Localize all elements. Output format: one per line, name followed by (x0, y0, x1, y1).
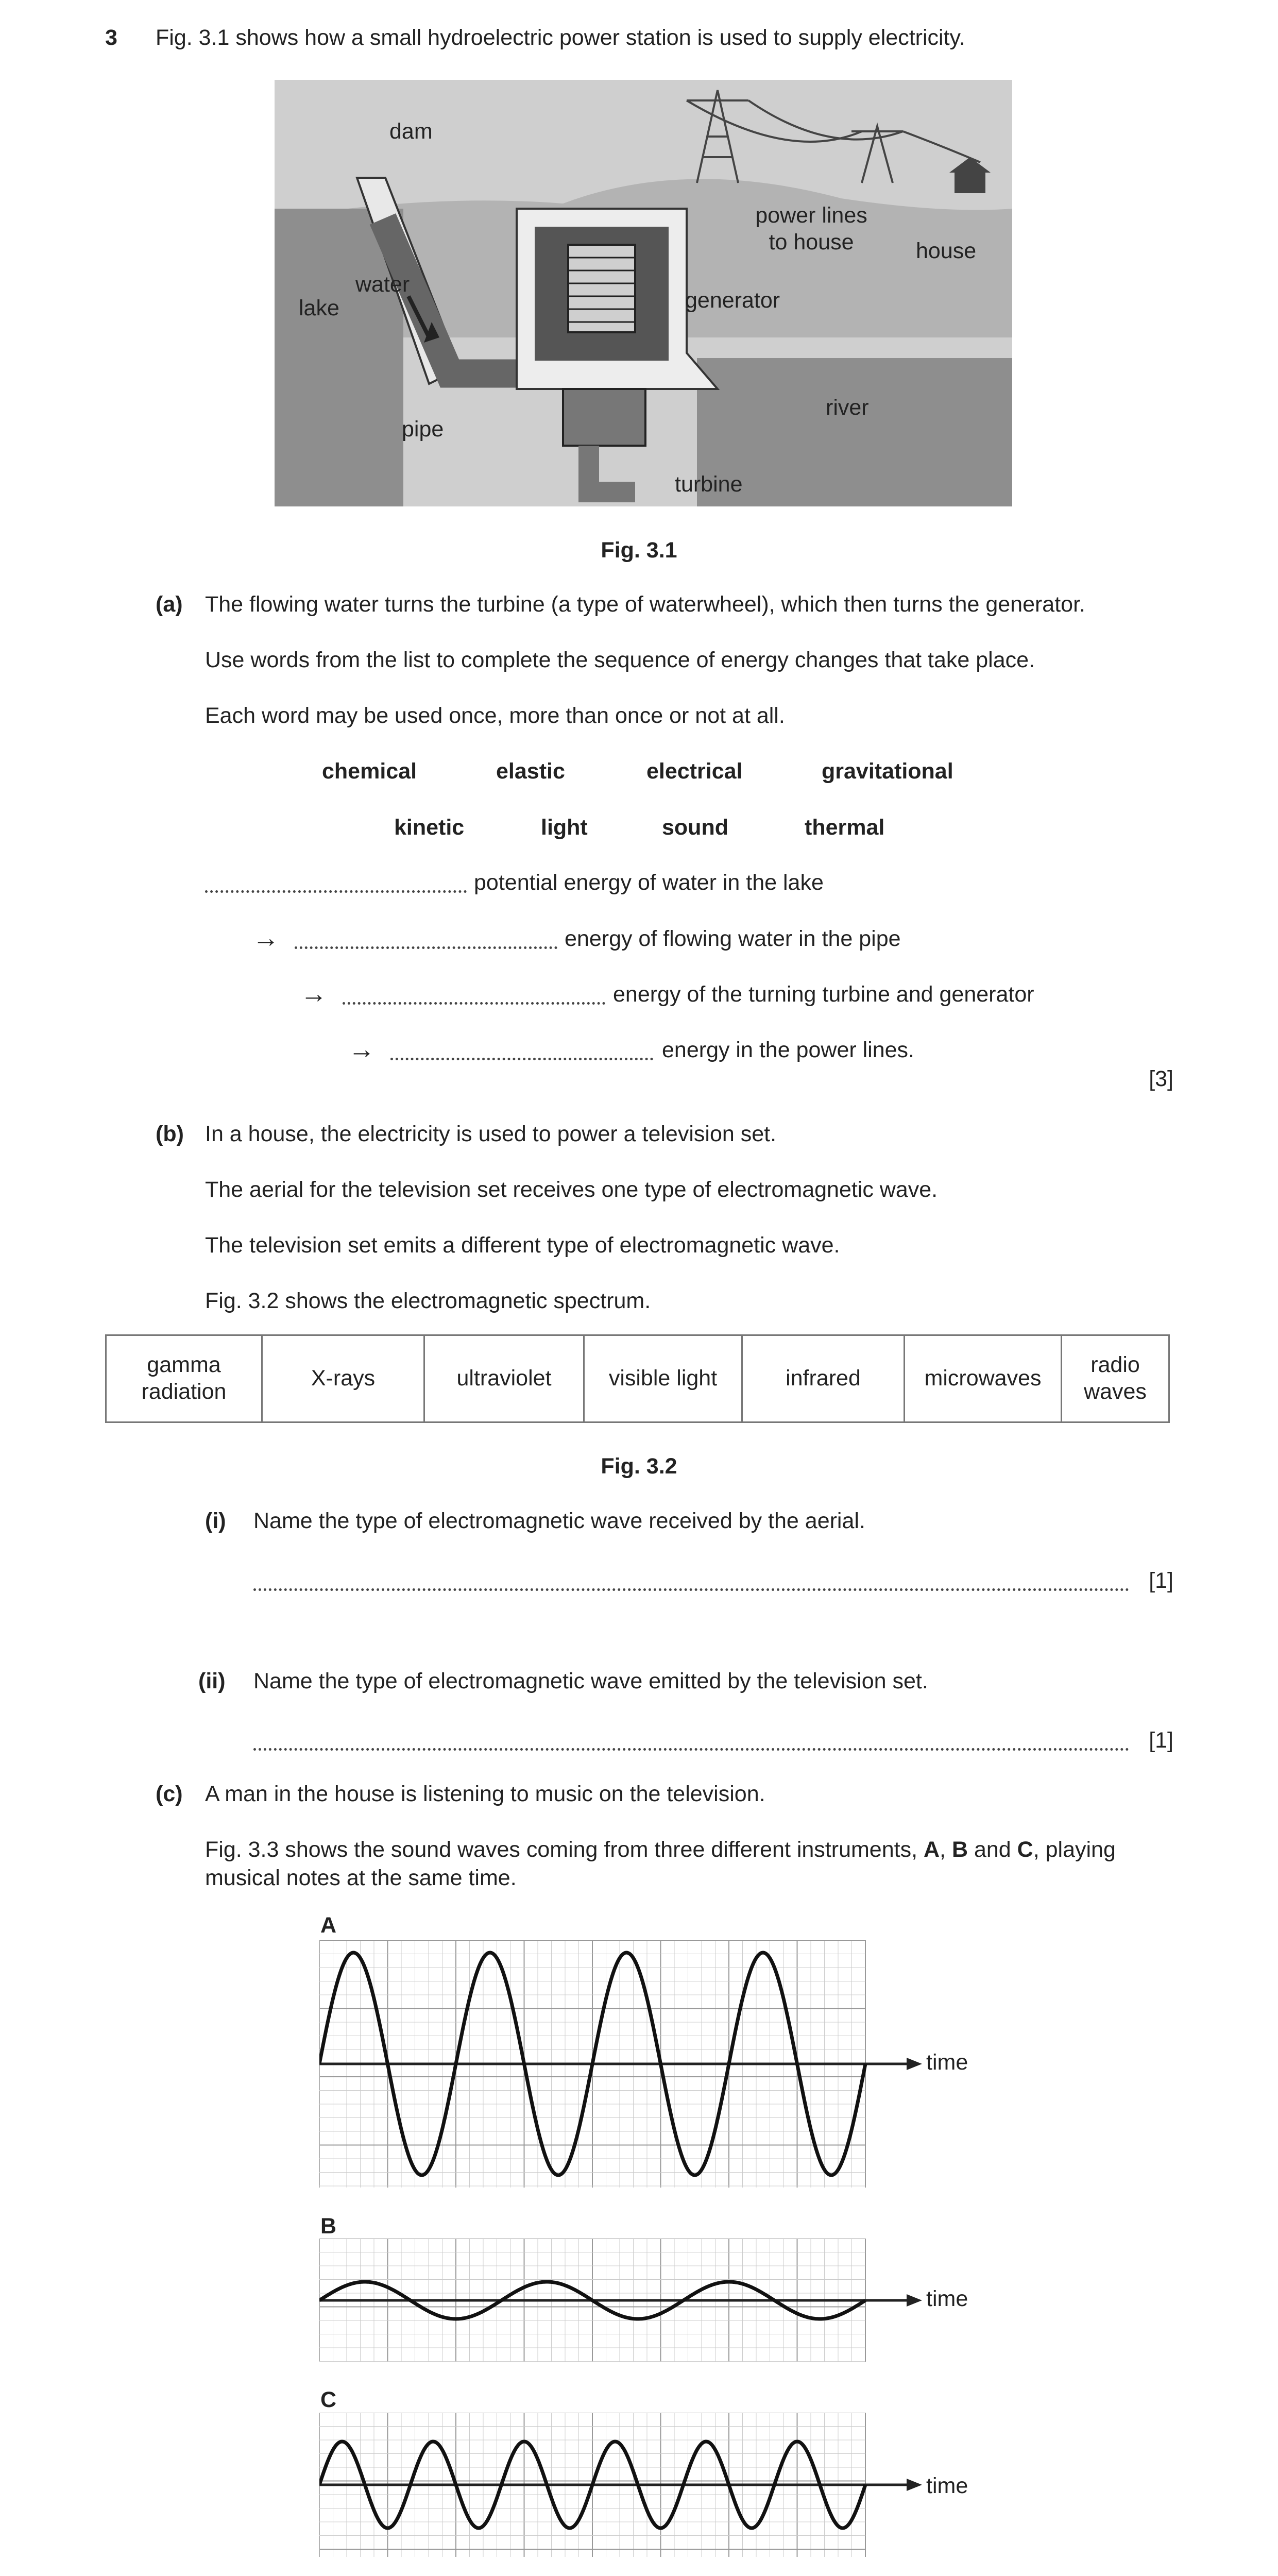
word-gravitational: gravitational (822, 759, 953, 784)
part-c-line2a: Fig. 3.3 shows the sound waves coming from three different instruments, (205, 1837, 924, 1862)
arrow-2: → (300, 979, 327, 1009)
answer-line-a4[interactable] (390, 1058, 653, 1060)
intro-text: Fig. 3.1 shows how a small hydroelectric power station is used to supply electricity. (156, 25, 965, 50)
label-generator: generator (685, 288, 780, 313)
word-sound: sound (662, 815, 728, 840)
label-power-lines (737, 202, 886, 256)
fig31-caption: Fig. 3.1 (601, 538, 677, 563)
label-power-lines-1: power lines (755, 203, 867, 228)
wave-b-graph (319, 2239, 922, 2362)
answer-line-b-ii[interactable] (253, 1748, 1129, 1751)
part-a-marks: [3] (1149, 1066, 1173, 1091)
spectrum-visible-light: visible light (584, 1335, 742, 1422)
part-b-line4: Fig. 3.2 shows the electromagnetic spectrum. (205, 1289, 651, 1313)
answer-line-a3[interactable] (343, 1002, 605, 1005)
fig32-caption: Fig. 3.2 (601, 1454, 677, 1479)
word-electrical: electrical (646, 759, 743, 784)
part-b-i-marks: [1] (1149, 1568, 1173, 1593)
arrow-3: → (348, 1035, 375, 1064)
part-c-line2 (205, 1837, 1116, 1863)
spectrum-gamma (106, 1335, 262, 1422)
answer-line-a2[interactable] (295, 946, 557, 949)
sep-1: , (940, 1837, 952, 1862)
part-c-line3: musical notes at the same time. (205, 1866, 517, 1890)
seq4-text: energy in the power lines. (662, 1038, 915, 1062)
spectrum-microwaves: microwaves (905, 1335, 1062, 1422)
seq3-text: energy of the turning turbine and generator (613, 982, 1034, 1007)
part-b-i-label: (i) (205, 1509, 226, 1533)
part-b-line1: In a house, the electricity is used to power a television set. (205, 1122, 777, 1146)
part-b-label: (b) (156, 1122, 184, 1146)
part-a-line2: Use words from the list to complete the sequence of energy changes that take place. (205, 648, 1035, 672)
part-a-line1: The flowing water turns the turbine (a type of waterwheel), which then turns the generator. (205, 592, 1085, 617)
word-chemical: chemical (322, 759, 417, 784)
sep-and: and (968, 1837, 1017, 1862)
part-b-ii-label: (ii) (198, 1669, 226, 1693)
part-b-ii-marks: [1] (1149, 1728, 1173, 1753)
part-b-i-text: Name the type of electromagnetic wave received by the aerial. (253, 1509, 865, 1533)
word-thermal: thermal (805, 815, 885, 840)
part-a-line3: Each word may be used once, more than once or not at all. (205, 703, 785, 728)
wave-b-time: time (926, 2286, 968, 2311)
spectrum-xrays: X-rays (262, 1335, 424, 1422)
wave-c-graph (319, 2413, 922, 2557)
wave-a-time: time (926, 2050, 968, 2075)
label-lake: lake (299, 296, 339, 320)
part-c-line2b: , playing (1033, 1837, 1116, 1862)
question-number: 3 (105, 25, 117, 50)
word-elastic: elastic (496, 759, 565, 784)
spectrum-gamma-line2: radiation (141, 1379, 227, 1404)
em-spectrum-table (105, 1334, 1170, 1423)
seq2-text: energy of flowing water in the pipe (565, 926, 901, 951)
label-turbine: turbine (675, 472, 743, 497)
spectrum-infrared: infrared (742, 1335, 905, 1422)
part-b-line2: The aerial for the television set receives one type of electromagnetic wave. (205, 1177, 938, 1202)
wave-c-label: C (320, 2387, 337, 2412)
wave-b-axis-arrow (907, 2294, 922, 2307)
wave-b-label: B (320, 2214, 337, 2239)
part-b-ii-text: Name the type of electromagnetic wave emitted by the television set. (253, 1669, 928, 1693)
arrow-1: → (252, 923, 279, 953)
label-dam: dam (389, 119, 433, 144)
answer-line-b-i[interactable] (253, 1588, 1129, 1591)
spectrum-ultraviolet: ultraviolet (424, 1335, 584, 1422)
wave-c-time: time (926, 2473, 968, 2498)
ref-c: C (1017, 1837, 1033, 1862)
part-a-label: (a) (156, 592, 183, 617)
word-kinetic: kinetic (394, 815, 465, 840)
ref-b: B (951, 1837, 968, 1862)
answer-line-a1[interactable] (205, 890, 467, 893)
label-river: river (826, 395, 869, 420)
label-water: water (355, 272, 410, 297)
wave-a-graph (319, 1940, 922, 2188)
ref-a: A (923, 1837, 940, 1862)
part-b-line3: The television set emits a different type of electromagnetic wave. (205, 1233, 840, 1258)
label-pipe: pipe (402, 417, 444, 442)
spectrum-radio-waves: radio waves (1062, 1335, 1169, 1422)
wave-a-axis-arrow (907, 2058, 922, 2070)
spectrum-gamma-line1: gamma (147, 1352, 221, 1378)
wave-c-axis-arrow (907, 2479, 922, 2491)
word-light: light (541, 815, 588, 840)
label-house: house (916, 239, 977, 263)
part-c-line1: A man in the house is listening to music on the television. (205, 1782, 765, 1806)
part-c-label: (c) (156, 1782, 183, 1806)
seq1-text: potential energy of water in the lake (474, 870, 824, 895)
label-power-lines-2: to house (769, 229, 854, 255)
wave-a-label: A (320, 1913, 337, 1938)
